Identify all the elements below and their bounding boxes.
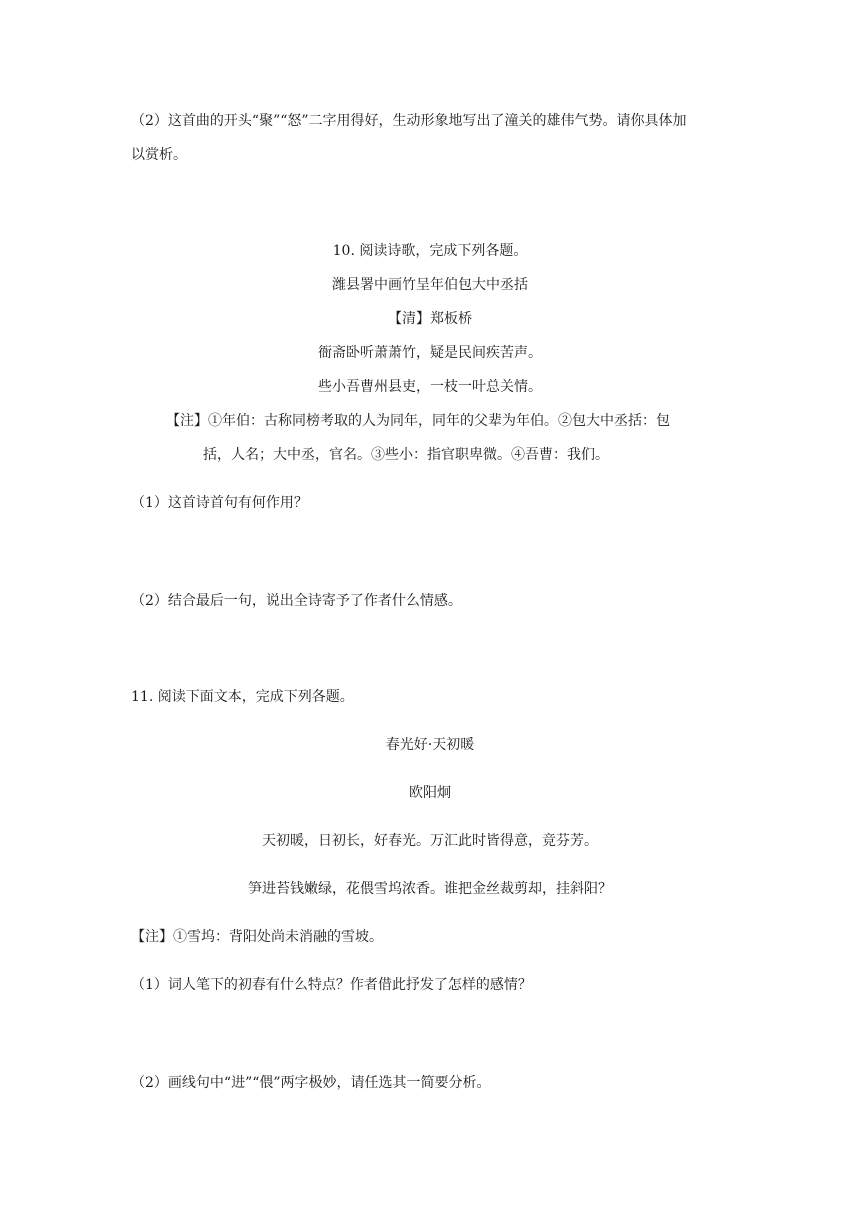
q11-sub1: （1）词人笔下的初春有什么特点？作者借此抒发了怎样的感情？: [131, 977, 532, 993]
q11-header: 11. 阅读下面文本，完成下列各题。: [131, 689, 354, 705]
q11-poem-author: 欧阳炯: [409, 785, 451, 801]
q11-poem-line: 笋进苔钱嫩绿，花偎雪坞浓香。谁把金丝裁剪却，挂斜阳？: [248, 881, 612, 897]
q10-poem-title: 潍县署中画竹呈年伯包大中丞括: [332, 277, 528, 293]
q11-note: 【注】①雪坞：背阳处尚未消融的雪坡。: [131, 929, 383, 945]
q10-poem-line: 些小吾曹州县吏，一枝一叶总关情。: [318, 379, 542, 395]
q10-header: 10. 阅读诗歌，完成下列各题。: [332, 243, 528, 259]
q10-sub2: （2）结合最后一句，说出全诗寄予了作者什么情感。: [131, 593, 462, 609]
q11-sub2: （2）画线句中“进”“偎”两字极妙，请任选其一简要分析。: [131, 1075, 491, 1091]
q10-note-line1: 【注】①年伯：古称同榜考取的人为同年，同年的父辈为年伯。②包大中丞括：包: [166, 413, 670, 429]
q9-sub2-line2: 以赏析。: [131, 147, 187, 163]
q10-poem-line: 衙斋卧听萧萧竹，疑是民间疾苦声。: [318, 345, 542, 361]
q11-poem-title: 春光好·天初暖: [385, 737, 475, 753]
q10-poem-author: 【清】郑板桥: [388, 311, 472, 327]
q10-sub1: （1）这首诗首句有何作用？: [131, 495, 308, 511]
q11-poem-line: 天初暖，日初长，好春光。万汇此时皆得意，竞芬芳。: [262, 833, 598, 849]
q10-note-line2: 括，人名；大中丞，官名。③些小：指官职卑微。④吾曹：我们。: [203, 447, 609, 463]
q9-sub2-line1: （2）这首曲的开头“聚”“怒”二字用得好，生动形象地写出了潼关的雄伟气势。请你具体加: [131, 113, 687, 129]
